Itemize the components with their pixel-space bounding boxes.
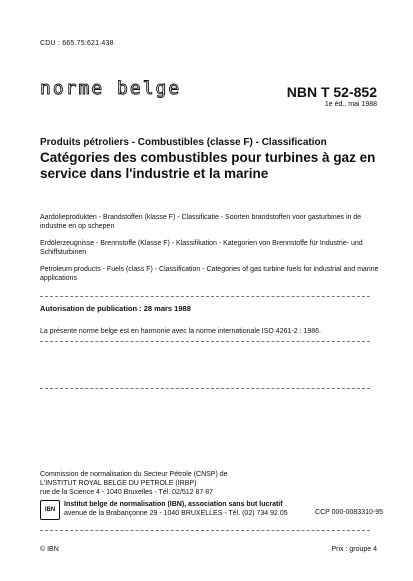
price-group: Prix : groupe 4 [331,546,377,553]
norme-belge-label: norme belge [40,78,182,99]
commission-line: L'INSTITUT ROYAL BELGE DU PETROLE (IRBP) [40,480,197,487]
title-english: Petroleum products - Fuels (class F) - Classification - Categories of gas turbine fuels for industrial and marine applications [40,266,379,282]
ccp-number: CCP 000-0083310-95 [315,509,383,516]
standard-number: NBN T 52-852 [286,84,377,100]
institute-address: avenue de la Brabançonne 29 - 1040 BRUXELLES - Tél. (02) 734 92 05 [64,510,288,517]
cdu-code: CDU : 665.75:621.438 [40,40,114,47]
institute-block [64,500,288,518]
institute-name: Institut belge de normalisation (IBN), association sans but lucratif [64,501,283,508]
copyright: © IBN [40,546,59,553]
document-subject: Produits pétroliers - Combustibles (classe F) - Classification [40,137,327,148]
divider [40,388,370,389]
commission-block [40,470,228,497]
title-german: Erdölerzeugnisse - Brennstoffe (Klasse F) - Klassifikation - Kategorien von Brennstoffe für Industrie- und Schiffsturbinen [40,240,363,256]
commission-line: Commission de normalisation du Secteur Pétrole (CNSP) de [40,471,228,478]
divider [40,530,370,531]
divider [40,341,370,342]
divider [40,296,370,297]
harmonization-note: La présente norme belge est en harmonie avec la norme internationale ISO 4261-2 : 1986. [40,328,321,335]
edition-date: 1e éd., mai 1988 [324,101,377,108]
publication-authorization: Autorisation de publication : 28 mars 1988 [40,304,191,313]
ibn-logo: IBN [40,500,60,520]
commission-line: rue de la Science 4 - 1040 Bruxelles - Tél. 02/512 87 87 [40,489,214,496]
title-dutch: Aardolieprodukten - Brandstoffen (klasse F) - Classificatie - Soorten brandstoffen voor gasturbines in de industrie en op schepen [40,214,362,230]
document-title: Catégories des combustibles pour turbines à gaz en service dans l'industrie et la marine [40,150,376,181]
